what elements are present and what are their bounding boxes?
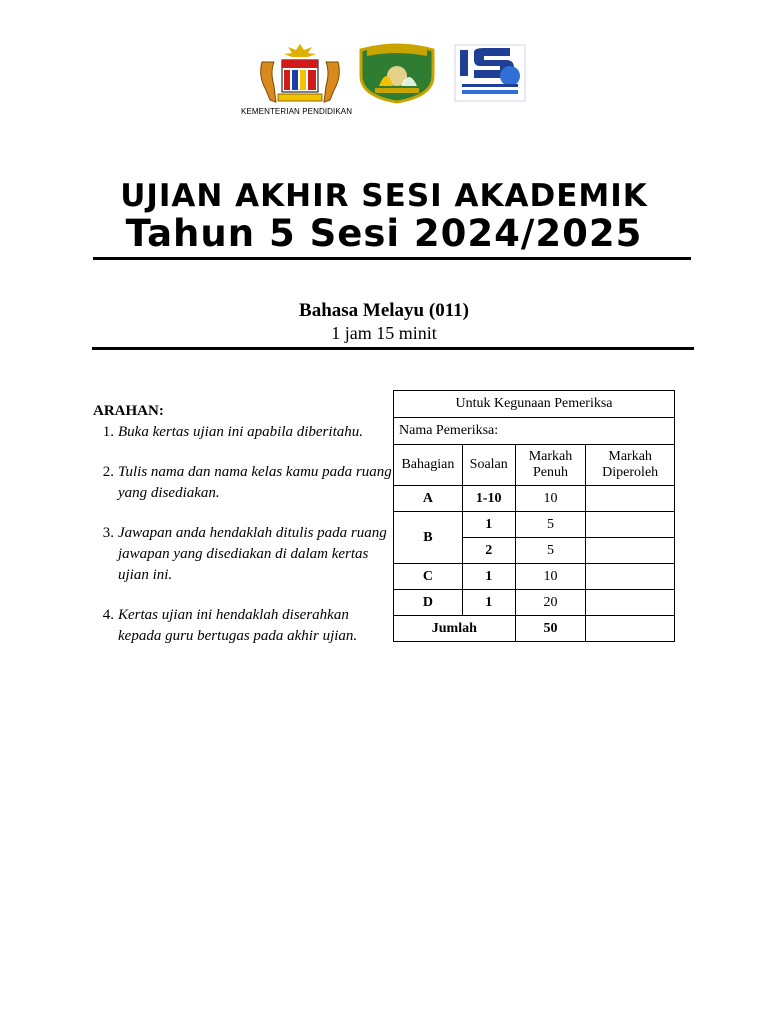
subject-divider xyxy=(92,347,694,350)
instruction-number: 2. xyxy=(102,464,114,480)
table-title-row xyxy=(394,391,675,418)
header-section: Bahagian xyxy=(394,445,463,486)
instructions xyxy=(93,401,393,666)
marks-obtained-cell[interactable] xyxy=(586,538,675,564)
question-cell: 2 xyxy=(462,538,515,564)
ministry-caption: KEMENTERIAN PENDIDIKAN xyxy=(241,107,353,116)
marks-obtained-cell[interactable] xyxy=(586,590,675,616)
title-divider xyxy=(93,257,691,260)
full-marks-cell: 10 xyxy=(515,564,586,590)
section-cell: A xyxy=(394,486,463,512)
total-label: Jumlah xyxy=(394,616,516,642)
examiner-name-label: Nama Pemeriksa: xyxy=(394,418,675,445)
full-marks-cell: 10 xyxy=(515,486,586,512)
full-marks-cell: 5 xyxy=(515,512,586,538)
table-title: Untuk Kegunaan Pemeriksa xyxy=(394,391,675,418)
examiner-name-row xyxy=(394,418,675,445)
question-cell: 1 xyxy=(462,564,515,590)
header-full-marks: Markah Penuh xyxy=(515,445,586,486)
header-marks-obtained: Markah Diperoleh xyxy=(586,445,675,486)
instruction-text: Kertas ujian ini hendaklah diserahkan kepada guru bertugas pada akhir ujian. xyxy=(118,607,358,644)
instructions-heading: ARAHAN: xyxy=(93,403,164,419)
full-marks-cell: 5 xyxy=(515,538,586,564)
total-row xyxy=(394,616,675,642)
instruction-number: 4. xyxy=(102,607,114,623)
section-cell: D xyxy=(394,590,463,616)
instruction-item xyxy=(93,605,393,647)
instruction-text: Jawapan anda hendaklah ditulis pada ruang jawapan yang disediakan di dalam kertas ujian ini. xyxy=(118,525,387,583)
examiner-marks-table xyxy=(393,390,675,642)
instruction-item xyxy=(93,422,393,443)
question-cell: 1 xyxy=(462,590,515,616)
marks-obtained-cell[interactable] xyxy=(586,512,675,538)
state-crest-logo xyxy=(357,42,437,104)
full-marks-cell: 20 xyxy=(515,590,586,616)
instruction-text: Tulis nama dan nama kelas kamu pada ruang yang disediakan. xyxy=(118,464,392,501)
table-row xyxy=(394,564,675,590)
section-cell: B xyxy=(394,512,463,564)
instruction-text: Buka kertas ujian ini apabila diberitahu. xyxy=(118,424,363,440)
instruction-number: 3. xyxy=(102,525,114,541)
instruction-item xyxy=(93,462,393,504)
header-question: Soalan xyxy=(462,445,515,486)
instruction-item xyxy=(93,523,393,586)
total-value: 50 xyxy=(515,616,586,642)
table-row xyxy=(394,512,675,538)
total-obtained-cell[interactable] xyxy=(586,616,675,642)
subject-name: Bahasa Melayu (011) xyxy=(299,300,469,321)
question-cell: 1 xyxy=(462,512,515,538)
table-header-row xyxy=(394,445,675,486)
exam-duration: 1 jam 15 minit xyxy=(331,323,437,343)
section-cell: C xyxy=(394,564,463,590)
logo-strip xyxy=(0,40,768,120)
instruction-number: 1. xyxy=(102,424,114,440)
is25-logo xyxy=(454,44,526,102)
coat-of-arms-logo xyxy=(256,42,344,106)
table-row xyxy=(394,486,675,512)
question-cell: 1-10 xyxy=(462,486,515,512)
marks-obtained-cell[interactable] xyxy=(586,564,675,590)
marks-obtained-cell[interactable] xyxy=(586,486,675,512)
table-row xyxy=(394,590,675,616)
exam-title: UJIAN AKHIR SESI AKADEMIK xyxy=(120,178,648,214)
exam-session: Tahun 5 Sesi 2024/2025 xyxy=(125,212,643,255)
